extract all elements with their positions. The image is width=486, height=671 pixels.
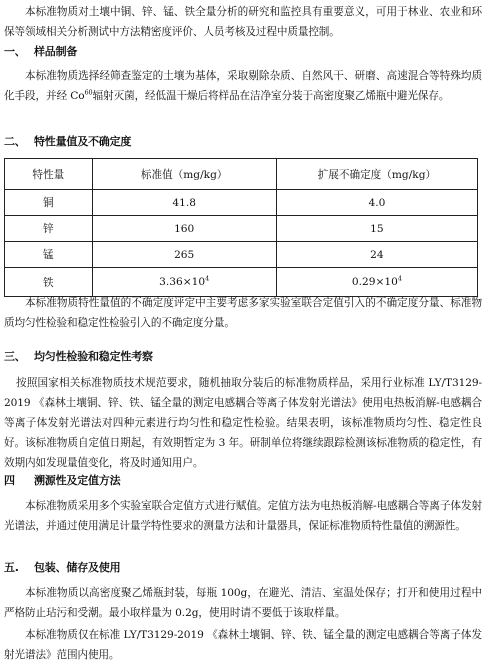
co-isotope-superscript: 60 bbox=[84, 88, 93, 97]
section-heading-properties bbox=[4, 132, 131, 152]
value-exponent: 4 bbox=[205, 274, 210, 283]
table-row bbox=[5, 242, 478, 268]
table-cell-value: 160 bbox=[92, 216, 276, 242]
section-heading-traceability bbox=[4, 471, 120, 491]
section-number: 二、 bbox=[4, 135, 26, 148]
table-header-uncertainty: 扩展不确定度（mg/kg） bbox=[276, 159, 477, 190]
property-values-table bbox=[4, 158, 478, 297]
table-cell-uncertainty: 4.0 bbox=[276, 190, 477, 216]
section-title: 样品制备 bbox=[34, 45, 78, 58]
section-number: 三、 bbox=[4, 350, 26, 363]
value-mantissa: 3.36×10 bbox=[159, 276, 206, 288]
section-heading-packaging bbox=[4, 558, 120, 578]
traceability-paragraph: 本标准物质采用多个实验室联合定值方式进行赋值。定值方法为电热板消解-电感耦合等离子体发射光谱法，并通过使用满足计量学特性要求的测量方法和计量器具，保证标准物质特性量值的溯源性。 bbox=[4, 500, 482, 532]
table-header-property: 特性量 bbox=[5, 159, 93, 190]
uncertainty-mantissa: 0.29×10 bbox=[351, 276, 398, 288]
packaging-paragraph: 本标准物质以高密度聚乙烯瓶封装，每瓶 100g，在避光、清洁、室温处保存；打开和使用过程中严格防止玷污和受潮。最小取样量为 0.2g，使用时请不要低于该取样量。 bbox=[4, 587, 482, 619]
table-cell-uncertainty: 15 bbox=[276, 216, 477, 242]
usage-scope-paragraph: 本标准物质仅在标准 LY/T3129-2019 《森林土壤铜、锌、铁、锰全量的测定电感耦合等离子体发射光谱法》范围内使用。 bbox=[4, 629, 482, 661]
table-cell-element: 铁 bbox=[5, 268, 93, 297]
table-cell-element: 锌 bbox=[5, 216, 93, 242]
uncertainty-exponent: 4 bbox=[397, 274, 402, 283]
section-title: 溯源性及定值方法 bbox=[34, 474, 121, 487]
table-cell-value: 265 bbox=[92, 242, 276, 268]
homogeneity-paragraph: 按照国家相关标准物质技术规范要求，随机抽取分装后的标准物质样品，采用行业标准 LY/T3129-2019 《森林土壤铜、锌、铁、锰全量的测定电感耦合等离子体发射光谱法》使用电热板消解-电感耦合等离子体发射光谱法对四种元素进行均匀性和稳定性检验。结果表明，该标准物质均匀性、稳定性良好。该标准物质自定值日期起，有效期暂定为 3 年。研制单位将继续跟踪检测该标准物质的稳定性，有效期内如发现量值变化，将及时通知用户。 bbox=[4, 377, 482, 469]
table-header-value: 标准值（mg/kg） bbox=[92, 159, 276, 190]
table-header-row bbox=[5, 159, 478, 190]
sample-prep-paragraph bbox=[4, 66, 482, 106]
section-title: 均匀性检验和稳定性考察 bbox=[34, 350, 153, 363]
intro-paragraph: 本标准物质对土壤中铜、锌、锰、铁全量分析的研究和监控具有重要意义，可用于林业、农业和环保等领域相关分析测试中方法精密度评价、人员考核及过程中质量控制。 bbox=[4, 6, 482, 38]
section-title: 特性量值及不确定度 bbox=[34, 135, 132, 148]
table-cell-uncertainty: 24 bbox=[276, 242, 477, 268]
table-cell-element: 锰 bbox=[5, 242, 93, 268]
section-title: 包装、储存及使用 bbox=[34, 561, 121, 574]
section-number: 五. bbox=[4, 561, 19, 574]
table-row bbox=[5, 216, 478, 242]
section-number: 四 bbox=[4, 474, 15, 487]
uncertainty-note-paragraph: 本标准物质特性量值的不确定度评定中主要考虑多家实验室联合定值引入的不确定度分量、标准物质均匀性检验和稳定性检验引入的不确定度分量。 bbox=[4, 297, 482, 329]
sample-prep-text-2: 辐射灭菌，经低温干燥后将样品在洁净室分装于高密度聚乙烯瓶中避光保存。 bbox=[92, 90, 450, 102]
section-heading-homogeneity bbox=[4, 347, 153, 367]
table-cell-element: 铜 bbox=[5, 190, 93, 216]
sample-prep-text-1: 本标准物质选择经筛查鉴定的土壤为基体，采取剔除杂质、自然风干、研磨、高速混合等特殊均质化手段，并经 Co bbox=[4, 70, 482, 102]
table-row bbox=[5, 190, 478, 216]
section-heading-sample-prep bbox=[4, 42, 77, 62]
section-number: 一、 bbox=[4, 45, 26, 58]
table-cell-value: 41.8 bbox=[92, 190, 276, 216]
